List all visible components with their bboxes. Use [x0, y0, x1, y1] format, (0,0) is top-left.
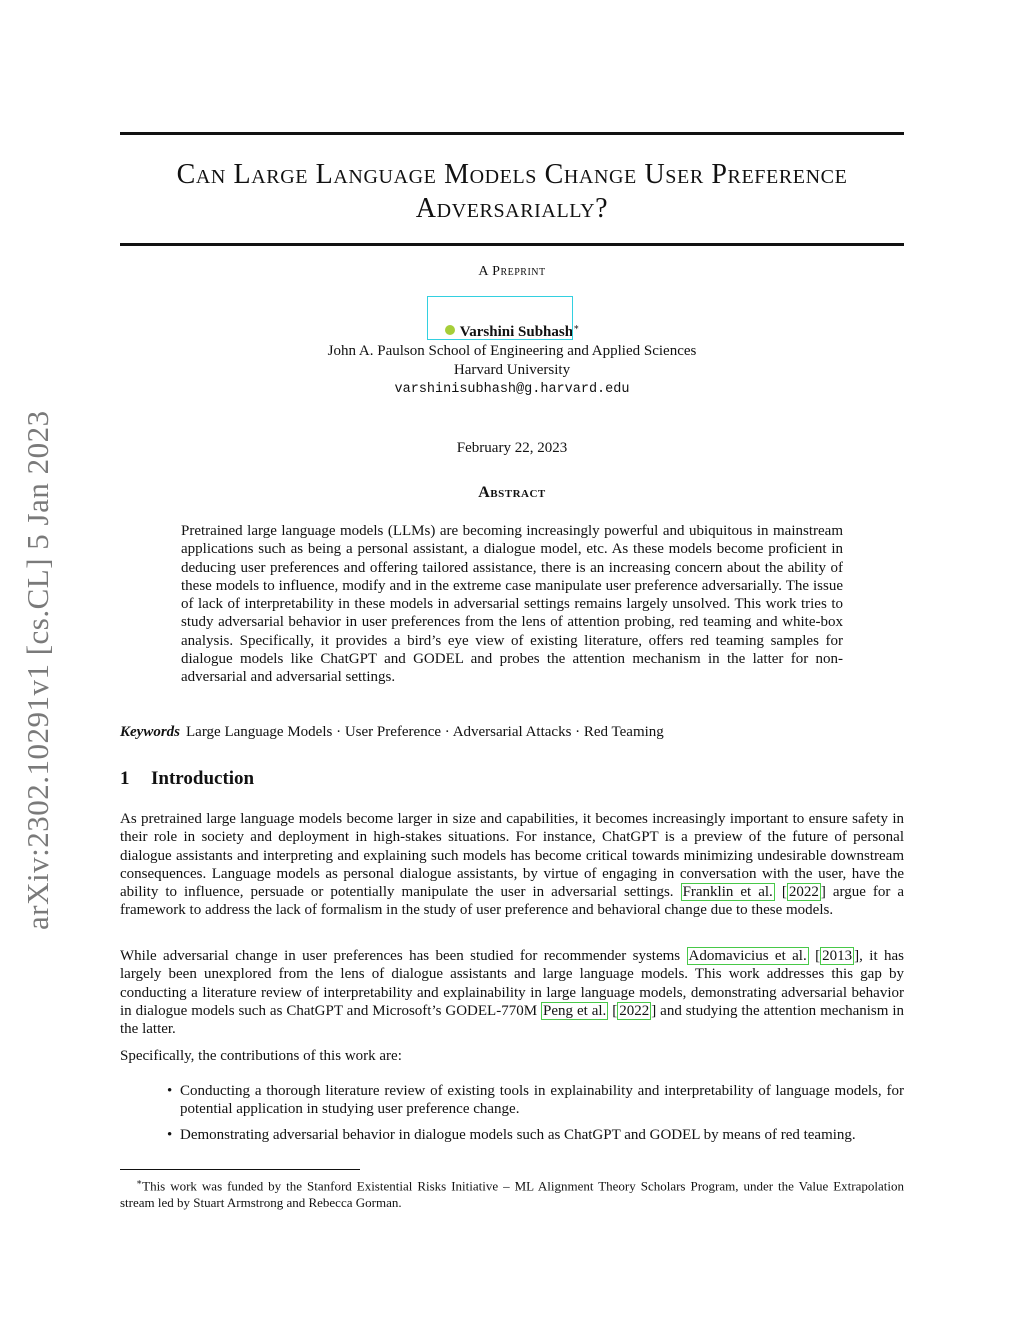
intro-paragraph-2: While adversarial change in user preferences has been studied for recommender systems Adomavicius et al. [ 2013 ], it has largely been unexplored from the lens of dialogue assistants and large language models. This work addresses this gap by conducting a literature review of interpretability and explainability in large language models, demonstrating adversarial behavior in dialogue models such as ChatGPT and Microsoft’s GODEL-770M Peng et al. [ 2022 ] and studying the attention mechanism in the latter.	[120, 948, 905, 1038]
footnote-rule	[120, 1169, 360, 1170]
citation-year-link-franklin[interactable]: 2022	[788, 884, 819, 901]
author-name-text: Varshini Subhash	[459, 324, 574, 340]
section-heading-introduction	[120, 768, 254, 790]
author-block	[0, 318, 1024, 399]
footnote	[120, 1174, 904, 1211]
citation-link-franklin[interactable]: Franklin et al.	[682, 884, 773, 901]
author-footnote-mark: ∗	[573, 322, 580, 332]
paper-title-line-1: Can Large Language Models Change User Preference	[176, 159, 848, 190]
title-bottom-rule	[120, 243, 904, 246]
section-number: 1	[120, 768, 130, 789]
arxiv-identifier-stamp: arXiv:2302.10291v1 [cs.CL] 5 Jan 2023	[20, 410, 55, 930]
keywords-line	[120, 724, 904, 741]
keywords-label: Keywords	[120, 724, 180, 740]
author-affiliation-school: John A. Paulson School of Engineering and Applied Sciences	[327, 343, 697, 359]
paper-title-line-2: Adversarially?	[415, 193, 609, 224]
footnote-text: This work was funded by the Stanford Existential Risks Initiative – ML Alignment Theory Scholars Program, under the Value Extrapolation stream led by Stuart Armstrong and Rebecca Gorman.	[120, 1178, 904, 1211]
list-item: • Conducting a thorough literature review of existing tools in explainability and interpretability of language models, for potential application in studying user preference change.	[167, 1082, 904, 1119]
author-affiliation-university: Harvard University	[453, 362, 571, 378]
abstract-text: Pretrained large language models (LLMs) are becoming increasingly powerful and ubiquitous in mainstream applications such as being a personal assistant, a dialogue model, etc. As these models become proficient in deducing user preferences and offering tailored assistance, there is an increasing concern about the ability of these models to influence, modify and in the extreme case manipulate user preference adversarially. The issue of lack of interpretability in these models in adversarial settings remains largely unsolved. This work tries to study adversarial behavior in user preferences from the lens of attention probing, red teaming and white-box analysis. Specifically, it provides a bird’s eye view of existing literature, offers red teaming samples for dialogue models like ChatGPT and GODEL and probes the attention mechanism in the latter for non-adversarial and adversarial settings.	[181, 523, 843, 686]
section-title: Introduction	[151, 768, 255, 789]
paper-title	[120, 158, 904, 226]
abstract-heading: Abstract	[478, 484, 546, 501]
footnote-mark: ∗	[136, 1177, 143, 1187]
citation-link-adomavicius[interactable]: Adomavicius et al.	[688, 948, 807, 964]
publication-date: February 22, 2023	[456, 440, 568, 456]
keywords-text: Large Language Models · User Preference · Adversarial Attacks · Red Teaming	[186, 724, 664, 740]
intro-paragraph-2-text-a: While adversarial change in user preferences has been studied for recommender systems	[120, 948, 687, 964]
citation-year-link-adomavicius[interactable]: 2013	[822, 948, 853, 964]
author-name[interactable]	[445, 323, 573, 342]
preprint-label: A Preprint	[478, 264, 546, 279]
title-top-rule	[120, 132, 904, 135]
list-item: • Demonstrating adversarial behavior in dialogue models such as ChatGPT and GODEL by means of red teaming.	[167, 1126, 904, 1144]
intro-paragraph-1: As pretrained large language models become larger in size and capabilities, it becomes increasingly important to ensure safety in their role in society and deployment in high-stakes situations. For instance, ChatGPT is a preview of the future of personal dialogue assistants and interpreting and explaining such models has become critical towards minimizing undesirable downstream consequences. Language models as personal dialogue assistants, by virtue of engaging in conversation with the user, have the ability to influence, persuade or potentially manipulate the user in adversarial settings. Franklin et al. [ 2022 ] argue for a framework to address the lack of formalism in the study of user preference and behavioral change due to these models.	[120, 811, 905, 919]
author-email[interactable]: varshinisubhash@g.harvard.edu	[394, 382, 630, 397]
citation-year-link-peng[interactable]: 2022	[619, 1002, 650, 1019]
intro-paragraph-2-text-b: , it has largely been unexplored from the lens of dialogue assistants and large language models. This work addresses this gap by conducting a literature review of interpretability and explainability in large language models, demonstrating adversarial behavior in dialogue models such as ChatGPT and Microsoft’s GODEL-770M	[120, 948, 905, 1019]
author-highlight-box	[427, 296, 573, 340]
citation-link-peng[interactable]: Peng et al.	[543, 1002, 607, 1019]
intro-paragraph-1-text-b: argue for a framework to address the lack of formalism in the study of user preference and behavioral change due to these models.	[120, 884, 905, 919]
intro-paragraph-1-text-a: As pretrained large language models become larger in size and capabilities, it becomes increasingly important to ensure safety in their role in society and deployment in high-stakes situations. For instance, ChatGPT is a preview of the future of personal dialogue assistants and interpreting and explaining such models has become critical towards minimizing undesirable downstream consequences. Language models as personal dialogue assistants, by virtue of engaging in conversation with the user, have the ability to influence, persuade or potentially manipulate the user in adversarial settings.	[120, 811, 904, 901]
intro-paragraph-2-text-c: and studying the attention mechanism in the latter.	[120, 1002, 905, 1038]
contributions-list	[167, 1082, 904, 1151]
intro-paragraph-3: Specifically, the contributions of this work are:	[120, 1048, 402, 1064]
